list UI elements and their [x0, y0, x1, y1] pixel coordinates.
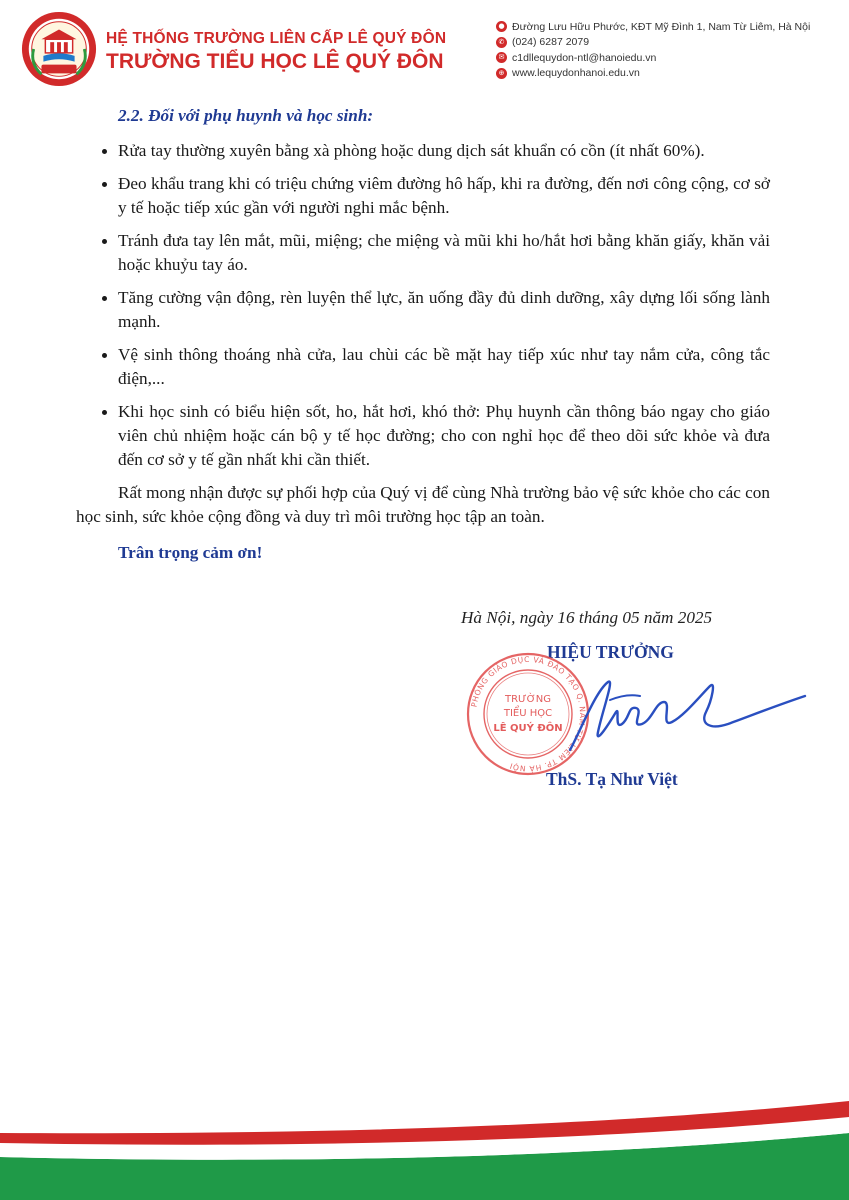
bullet-dot	[102, 296, 107, 301]
school-title-block	[106, 30, 446, 74]
letterhead	[0, 0, 849, 95]
list-item-text: Tăng cường vận động, rèn luyện thể lực, ăn uống đầy đủ dinh dưỡng, xây dựng lối sống lành mạnh.	[118, 288, 770, 331]
bullet-dot	[102, 182, 107, 187]
list-item	[76, 139, 770, 163]
signature-title: HIỆU TRƯỞNG	[547, 642, 674, 662]
list-item	[76, 229, 770, 277]
svg-text:LÊ QUÝ ĐÔN: LÊ QUÝ ĐÔN	[493, 723, 563, 734]
email-icon: ✉	[496, 52, 507, 63]
closing-paragraph: Rất mong nhận được sự phối hợp của Quý vị để cùng Nhà trường bảo vệ sức khỏe cho các con học sinh, sức khỏe cộng đồng và duy trì môi trường học tập an toàn.	[76, 483, 770, 526]
svg-text:TIỂU HỌC: TIỂU HỌC	[503, 708, 553, 719]
list-item-text: Khi học sinh có biểu hiện sốt, ho, hắt hơi, khó thở: Phụ huynh cần thông báo ngay cho giáo viên chủ nhiệm hoặc cán bộ y tế học đường; cho con nghỉ học để theo dõi sức khỏe và đưa đến cơ sở y tế gần nhất khi cần thiết.	[118, 402, 770, 469]
contact-address-text: Đường Lưu Hữu Phước, KĐT Mỹ Đình 1, Nam Từ Liêm, Hà Nội	[512, 20, 811, 33]
list-item-text: Rửa tay thường xuyên bằng xà phòng hoặc dung dịch sát khuẩn có cồn (ít nhất 60%).	[118, 141, 705, 160]
contact-email	[496, 50, 810, 66]
bullet-dot	[102, 410, 107, 415]
contact-website	[496, 66, 810, 82]
contact-phone-text: (024) 6287 2079	[512, 36, 590, 49]
list-item	[76, 343, 770, 391]
signature-date: Hà Nội, ngày 16 tháng 05 năm 2025	[461, 608, 713, 627]
contact-email-text: c1dllequydon-ntl@hanoiedu.vn	[512, 51, 657, 64]
guidance-list	[76, 139, 770, 472]
contact-address	[496, 19, 810, 35]
list-item-text: Tránh đưa tay lên mắt, mũi, miệng; che miệng và mũi khi ho/hắt hơi bằng khăn giấy, khăn vải hoặc khuỷu tay áo.	[118, 231, 770, 274]
list-item	[76, 286, 770, 334]
signatory-name: ThS. Tạ Như Việt	[546, 769, 678, 789]
list-item	[76, 172, 770, 220]
contact-info	[496, 19, 810, 81]
bullet-dot	[102, 239, 107, 244]
contact-phone	[496, 35, 810, 51]
contact-website-text: www.lequydonhanoi.edu.vn	[512, 67, 640, 80]
section-title: 2.2. Đối với phụ huynh và học sinh:	[118, 106, 374, 125]
school-logo	[20, 10, 98, 88]
svg-text:TRƯỜNG: TRƯỜNG	[505, 694, 551, 705]
school-system-name: HỆ THỐNG TRƯỜNG LIÊN CẤP LÊ QUÝ ĐÔN	[106, 30, 447, 47]
letter-body	[76, 104, 770, 565]
thanks-line: Trân trọng cảm ơn!	[118, 543, 263, 562]
location-icon: ●	[496, 21, 507, 32]
footer-decoration	[0, 1095, 849, 1200]
web-icon: ⊕	[496, 68, 507, 79]
svg-text:PHÒNG GIÁO DỤC VÀ ĐÀO TẠO Q. N: PHÒNG GIÁO DỤC VÀ ĐÀO TẠO Q. NAM TỪ LIÊM TP. HÀ NỘI	[469, 654, 588, 774]
list-item-text: Vệ sinh thông thoáng nhà cửa, lau chùi các bề mặt hay tiếp xúc như tay nắm cửa, công tắc điện,...	[118, 345, 770, 388]
handwritten-signature	[560, 672, 810, 752]
list-item	[76, 400, 770, 472]
list-item-text: Đeo khẩu trang khi có triệu chứng viêm đường hô hấp, khi ra đường, đến nơi công cộng, cơ sở y tế hoặc tiếp xúc gần với người nghi mắc bệnh.	[118, 174, 770, 217]
school-name: TRƯỜNG TIỂU HỌC LÊ QUÝ ĐÔN	[106, 50, 444, 73]
bullet-dot	[102, 149, 107, 154]
bullet-dot	[102, 353, 107, 358]
phone-icon: ✆	[496, 37, 507, 48]
